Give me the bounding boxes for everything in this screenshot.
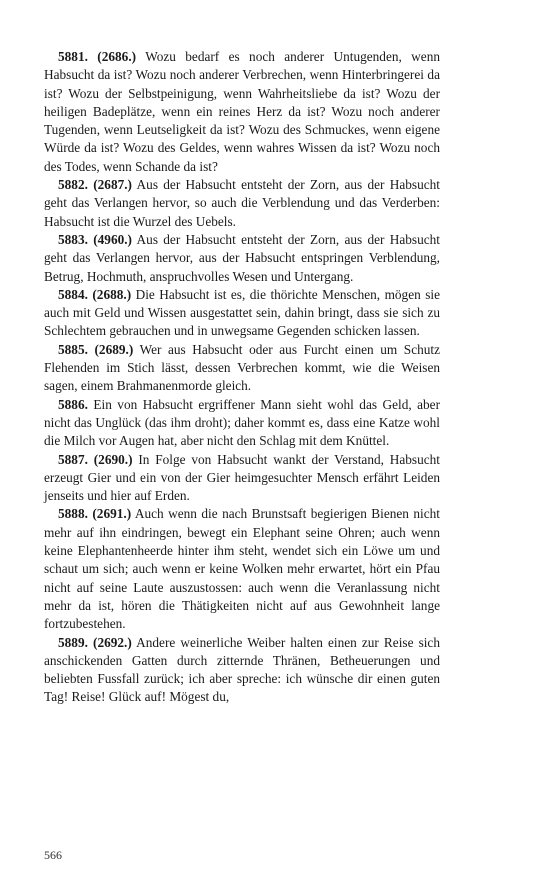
entry-5883 [44,231,440,286]
page-body [44,48,440,707]
entry-5887 [44,451,440,506]
entry-number: 5886. [58,396,88,412]
entry-text: Wozu bedarf es noch anderer Untugenden, wenn Habsucht da ist? Wozu noch anderer Verbrechen, wenn Hinterbringerei da ist? Wozu der Selbstpeinigung, wenn Wahrheitsliebe da ist? Wozu der heiligen Badeplätze, wenn ein reines Herz da ist? Wozu noch anderer Tugenden, wenn Leutseligkeit da ist? Wozu des Schmuckes, wenn eigene Würde da ist? Wozu des Geldes, wenn wahres Wissen da ist? Wozu noch des Todes, wenn Schande da ist? [44,49,440,174]
entry-number: 5888. (2691.) [58,506,132,522]
entry-number: 5889. (2692.) [58,634,132,650]
page-number: 566 [44,848,62,862]
entry-text: Aus der Habsucht entsteht der Zorn, aus der Habsucht geht das Verlangen hervor, aus der Habsucht entspringen Verblendung, Betrug, Hochmuth, anspruchvolles Wesen und Untergang. [44,231,440,284]
entry-text: Aus der Habsucht entsteht der Zorn, aus der Habsucht geht das Verlangen hervor, so auch die Verblendung und das Verderben: Habsucht ist die Wurzel des Uebels. [44,177,440,229]
entry-text: Auch wenn die nach Brunstsaft begierigen Bienen nicht mehr auf ihn eindringen, bewegt ein Elephant seine Ohren; auch wenn keine Elephantenheerde hinter ihm steht, wendet sich ein Löwe um und schaut um sich; auch wenn er keine Wolken mehr erwartet, hört ein Pfau nicht auf seine Laute auszustossen: auch wenn die Veranlassung nicht mehr da ist, hören die Thätigkeiten nicht auf aus Gewohnheit lange fortzubestehen. [44,506,440,632]
entry-number: 5885. (2689.) [58,341,134,357]
entry-text: Ein von Habsucht ergriffener Mann sieht wohl das Geld, aber nicht das Unglück (das ihm droht); daher kommt es, dass eine Katze wohl die Milch vor Augen hat, aber nicht den Schlag mit dem Knüttel. [44,396,440,449]
entry-5886 [44,396,440,451]
entry-number: 5881. (2686.) [58,49,137,64]
entry-number: 5884. (2688.) [58,286,132,302]
entry-5885 [44,341,440,396]
entry-5888 [44,505,440,633]
entry-number: 5883. (4960.) [58,231,132,247]
entry-5881 [44,48,440,176]
entry-text: Die Habsucht ist es, die thörichte Menschen, mögen sie auch mit Geld und Wissen ausgestattet sein, dahin bringt, dass sie sich zu Schlechtem gebrauchen und in unwegsame Gegenden schicken lassen. [44,286,440,339]
entry-5882 [44,176,440,231]
entry-number: 5882. (2687.) [58,177,132,193]
entry-text: Wer aus Habsucht oder aus Furcht einen um Schutz Flehenden im Stich lässt, dessen Verbrechen kommt, wie die Weisen sagen, einem Brahmanenmorde gleich. [44,341,440,394]
entry-5884 [44,286,440,341]
entry-text: In Folge von Habsucht wankt der Verstand, Habsucht erzeugt Gier und ein von der Gier heimgesuchter Mensch erfährt Leiden jenseits und hier auf Erden. [44,451,440,504]
entry-text: Andere weinerliche Weiber halten einen zur Reise sich anschickenden Gatten durch zitternde Thränen, Betheuerungen und beliebten Fussfall zurück; ich aber spreche: ich wünsche dir einen guten Tag! Reise! Glück auf! Mögest du, [44,634,440,705]
entry-5889 [44,634,440,707]
entry-number: 5887. (2690.) [58,451,133,467]
